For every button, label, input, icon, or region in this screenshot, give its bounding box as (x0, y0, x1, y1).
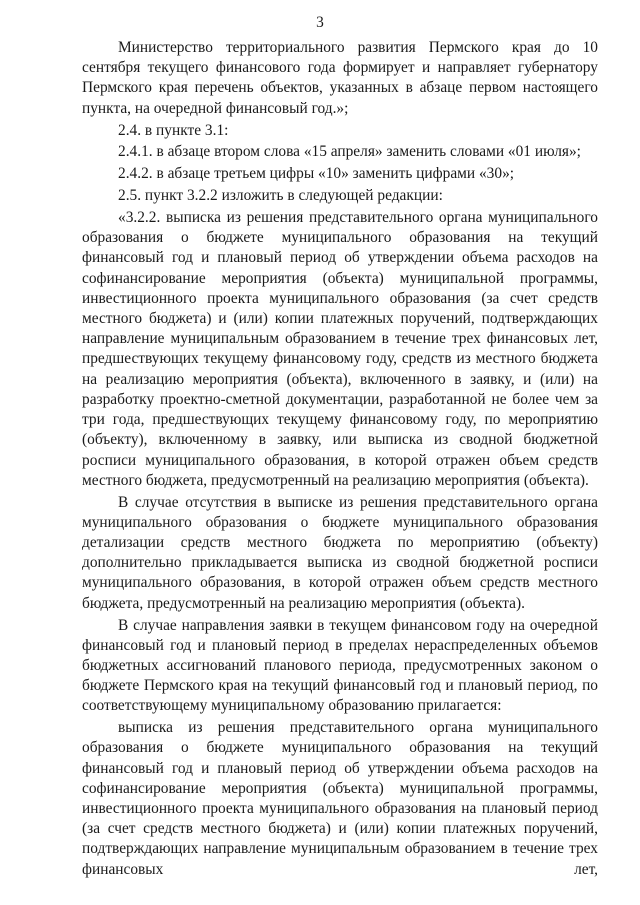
paragraph-next-year-application: В случае направления заявки в текущем финансовом году на очередной финансовый год и плановый период в пределах нераспределенных объемов бюджетных ассигнований планового периода, предусмотренных законом о бюджете Пермского края на текущий финансовый год и плановый период, по соответствующему муниципальному образованию прилагается: (82, 616, 598, 715)
paragraph-absence-case: В случае отсутствия в выписке из решения представительного органа муниципального образования о бюджете муниципального образования детализации средств местного бюджета по мероприятию (объекту) дополнительно прикладывается выписка из сводной бюджетной росписи муниципального образования, в которой отражен объем средств местного бюджета, предусмотренный на реализацию мероприятия (объекта). (82, 493, 598, 612)
paragraph-item-2-4-2: 2.4.2. в абзаце третьем цифры «10» заменить цифрами «30»; (118, 165, 515, 183)
paragraph-item-2-5: 2.5. пункт 3.2.2 изложить в следующей редакции: (118, 187, 443, 205)
paragraph-extract-list-item: выписка из решения представительного органа муниципального образования о бюджете муниципального образования на текущий финансовый год и плановый период об утверждении объема расходов на софинансирование мероприятия (объекта) муниципальной программы, инвестиционного проекта муниципального образования на плановый период (за счет средств местного бюджета) и (или) копии платежных поручений, подтверждающих направление муниципальным образованием в течение трех финансовых лет, (82, 719, 598, 878)
paragraph-item-2-4: 2.4. в пункте 3.1: (118, 121, 229, 139)
paragraph-clause-3-2-2: «3.2.2. выписка из решения представительного органа муниципального образования о бюджете муниципального образования на текущий финансовый год и плановый период об утверждении объема расходов на софинансирование мероприятия (объекта) муниципальной программы, инвестиционного проекта муниципального образования (за счет средств местного бюджета) и (или) копии платежных поручений, подтверждающих направление муниципальным образованием в течение трех финансовых лет, предшествующих текущему финансовому году, средств из местного бюджета на реализацию мероприятия (объекта), включенного в заявку, и (или) на разработку проектно-сметной документации, разработанной не более чем за три года, предшествующих текущему финансовому году, по мероприятию (объекту), включенному в заявку, или выписка из сводной бюджетной росписи муниципального образования, в которой отражен объем средств местного бюджета, предусмотренный на реализацию мероприятия (объекта). (82, 209, 598, 489)
document-body (82, 38, 598, 882)
page-number: 3 (316, 14, 324, 31)
paragraph-item-2-4-1: 2.4.1. в абзаце втором слова «15 апреля» заменить словами «01 июля»; (118, 143, 581, 161)
paragraph-ministry-deadline: Министерство территориального развития Пермского края до 10 сентября текущего финансового года формирует и направляет губернатору Пермского края перечень объектов, указанных в абзаце первом настоящего пункта, на очередной финансовый год.»; (82, 39, 598, 117)
